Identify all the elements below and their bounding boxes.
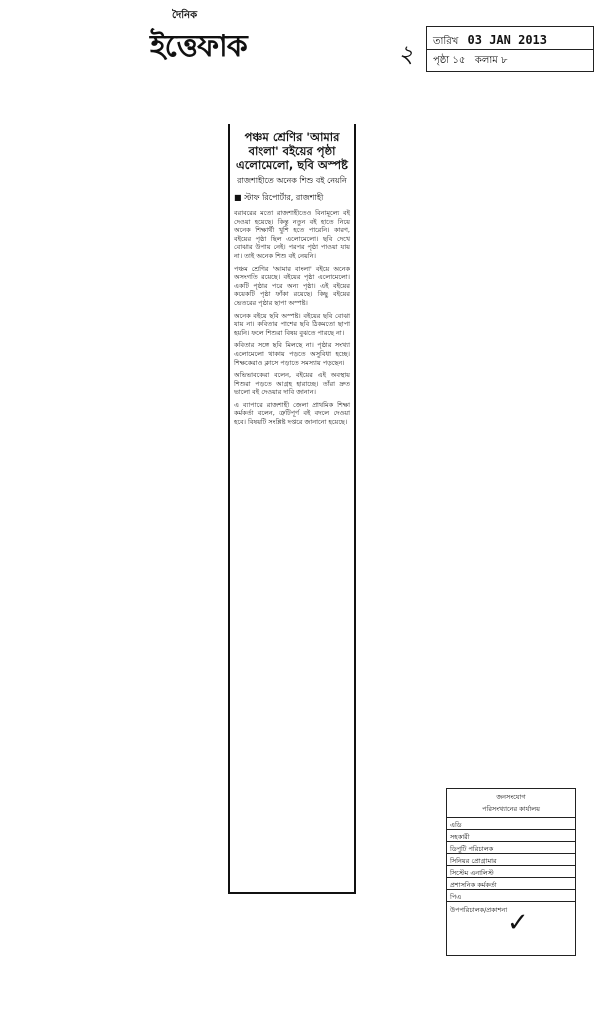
stamp-date-label: তারিখ — [433, 36, 459, 47]
routing-form — [446, 788, 576, 956]
form-line: এডি — [447, 817, 575, 829]
stamp-page-value: ১৫ — [452, 55, 466, 66]
form-header: জনসংযোগ — [496, 793, 526, 801]
stamp-page-label: পৃষ্ঠা — [433, 55, 450, 66]
stamp-page-row — [433, 53, 508, 70]
date-stamp — [398, 26, 594, 74]
checkmark-icon: ✓ — [507, 908, 529, 938]
stamp-divider — [427, 49, 593, 50]
article-body — [234, 209, 350, 427]
stamp-date-value: 03 JAN 2013 — [467, 33, 548, 47]
stamp-box — [426, 26, 594, 72]
article-paragraph: অনেক বইয়ে ছবি অস্পষ্ট। বইয়ের ছবি বোঝা যায় না। কবিতার পাশের ছবি ঠিকমতো ছাপা হয়নি। ফলে শিশুরা বিষয় বুঝতে পারছে না। — [234, 311, 350, 337]
article-paragraph: কবিতার সঙ্গে ছবি মিলছে না। পৃষ্ঠার সংখ্যা এলোমেলো থাকায় পড়তে অসুবিধা হচ্ছে। শিক্ষকেরাও ক্লাসে পড়াতে সমস্যায় পড়ছেন। — [234, 341, 350, 367]
article-paragraph: এ ব্যাপারে রাজশাহী জেলা প্রাথমিক শিক্ষা কর্মকর্তা বলেন, ত্রুটিপূর্ণ বই বদলে দেওয়া হবে। বিষয়টি সংশ্লিষ্ট দপ্তরে জানানো হয়েছে। — [234, 400, 350, 427]
handwritten-mark: ২ — [398, 40, 414, 68]
newspaper-masthead — [150, 8, 300, 68]
form-line: সিস্টেম এনালিস্ট — [447, 865, 575, 877]
form-signature-area — [447, 901, 575, 941]
form-line: সিনিয়র প্রোগ্রামার — [447, 853, 575, 865]
form-line: পিএ — [447, 889, 575, 901]
form-line: ডিপুটি পরিচালক — [447, 841, 575, 853]
form-line: প্রশাসনিক কর্মকর্তা — [447, 877, 575, 889]
article-dateline: ■ স্টাফ রিপোর্টার, রাজশাহী — [234, 193, 324, 202]
stamp-column-label: কলাম — [474, 55, 498, 66]
article-paragraph: অভিভাবকেরা বলেন, বইয়ের এই অবস্থায় শিশুরা পড়তে আগ্রহ হারাচ্ছে। তাঁরা দ্রুত ভালো বই দেওয়ার দাবি জানান। — [234, 371, 350, 397]
form-line: সহকারী — [447, 829, 575, 841]
form-subheader: পরিসংখ্যানের কার্যালয় — [482, 805, 540, 813]
newspaper-clipping — [228, 124, 356, 894]
article-paragraph: বরাবরের মতো রাজশাহীতেও বিনামূল্যে বই দেওয়া হয়েছে। কিন্তু নতুন বই হাতে নিয়ে অনেক শিক্ষার্থী খুশি হতে পারেনি। কারণ, বইয়ের পৃষ্ঠা ছিল এলোমেলো। ছবি দেখে বোঝার উপায় নেই। পরপর পৃষ্ঠা পাওয়া যায় না। তাই অনেক শিশু বই নেয়নি। — [234, 209, 350, 260]
stamp-column-value: ৮ — [501, 55, 508, 66]
masthead-prefix: দৈনিক — [172, 10, 198, 21]
masthead-title: ইত্তেফাক — [150, 29, 247, 64]
article-paragraph: পঞ্চম শ্রেণির 'আমার বাংলা' বইয়ে অনেক অসংগতি রয়েছে। বইয়ের পৃষ্ঠা এলোমেলো। একটি পৃষ্ঠার পরে অন্য পৃষ্ঠা। এই বইয়ের কয়েকটি পৃষ্ঠা ফাঁকা রয়েছে। কিছু বইয়ের ভেতরের পৃষ্ঠার ছাপা অস্পষ্ট। — [234, 264, 350, 307]
article-subhead: রাজশাহীতে অনেক শিশু বই নেয়নি — [237, 176, 347, 185]
form-footer-label: উপপরিচালক/প্রকাশনা — [450, 906, 508, 914]
article-headline: পঞ্চম শ্রেণির 'আমার বাংলা' বইয়ের পৃষ্ঠা এলোমেলো, ছবি অস্পষ্ট — [236, 130, 348, 172]
